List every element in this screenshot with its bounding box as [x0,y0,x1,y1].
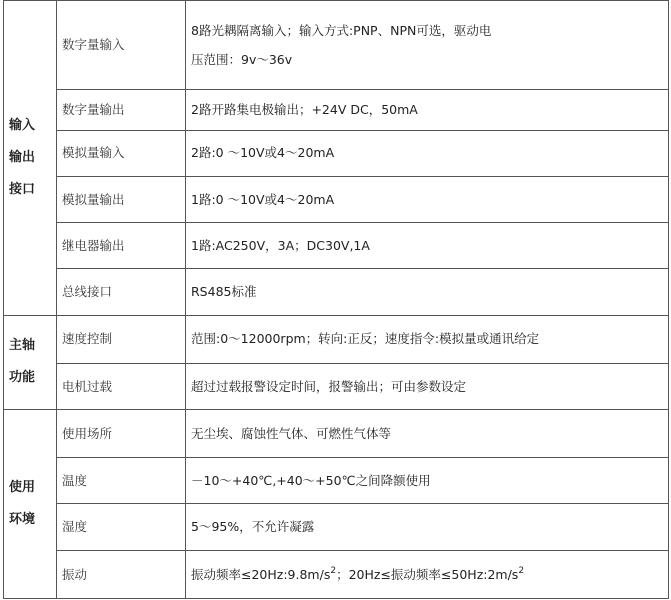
table-row [4,176,669,222]
row-label: 使用场所 [57,409,186,457]
table-row [4,550,669,598]
group-title-line: 功能 [9,370,36,386]
superscript-2: 2 [518,566,525,576]
superscript-2: 2 [330,566,337,576]
group-title-line: 主轴 [9,338,36,354]
table-row [4,1,669,90]
row-value: 5～95%，不允许凝露 [186,504,669,550]
row-label: 模拟量输入 [57,130,186,176]
row-value: －10～+40℃,+40～+50℃之间降额使用 [186,458,669,504]
row-value: 无尘埃、腐蚀性气体、可燃性气体等 [186,409,669,457]
row-label: 温度 [57,458,186,504]
row-value: 超过过载报警设定时间，报警输出；可由参数设定 [186,363,669,409]
group-title-line: 输出 [9,149,36,165]
table-row [4,409,669,457]
row-value [186,1,669,90]
row-value [186,550,669,598]
vibration-text-1: 振动频率≤20Hz:9.8m/s [191,567,331,582]
table-row [4,458,669,504]
vibration-text-2: ；20Hz≤振动频率≤50Hz:2m/s [336,567,519,582]
table-row [4,363,669,409]
group-title-io [4,1,57,316]
group-title-environment [4,409,57,598]
row-label: 振动 [57,550,186,598]
table-row [4,130,669,176]
spec-table [3,0,669,599]
group-title-line: 输入 [9,117,36,133]
row-label: 数字量输入 [57,1,186,90]
row-label: 继电器输出 [57,223,186,269]
row-value: 范围:0～12000rpm；转向:正反；速度指令:模拟量或通讯给定 [186,315,669,363]
table-row [4,315,669,363]
table-row [4,223,669,269]
row-value-line: 8路光耦隔离输入；输入方式:PNP、NPN可选，驱动电 [191,22,492,38]
row-label: 数字量输出 [57,90,186,130]
row-value: 2路:0 ～10V或4～20mA [186,130,669,176]
row-label: 模拟量输出 [57,176,186,222]
row-value-line: 压范围：9v～36v [191,52,293,68]
group-title-line: 使用 [9,479,36,495]
row-label: 速度控制 [57,315,186,363]
row-value: RS485标准 [186,269,669,315]
row-value: 1路:AC250V，3A；DC30V,1A [186,223,669,269]
row-label: 电机过载 [57,363,186,409]
table-row [4,504,669,550]
row-label: 总线接口 [57,269,186,315]
group-title-line: 接口 [9,181,36,197]
row-label: 湿度 [57,504,186,550]
row-value: 1路:0 ～10V或4～20mA [186,176,669,222]
table-row [4,90,669,130]
group-title-line: 环境 [9,511,36,527]
row-value: 2路开路集电极输出；+24V DC，50mA [186,90,669,130]
group-title-spindle [4,315,57,409]
table-row [4,269,669,315]
